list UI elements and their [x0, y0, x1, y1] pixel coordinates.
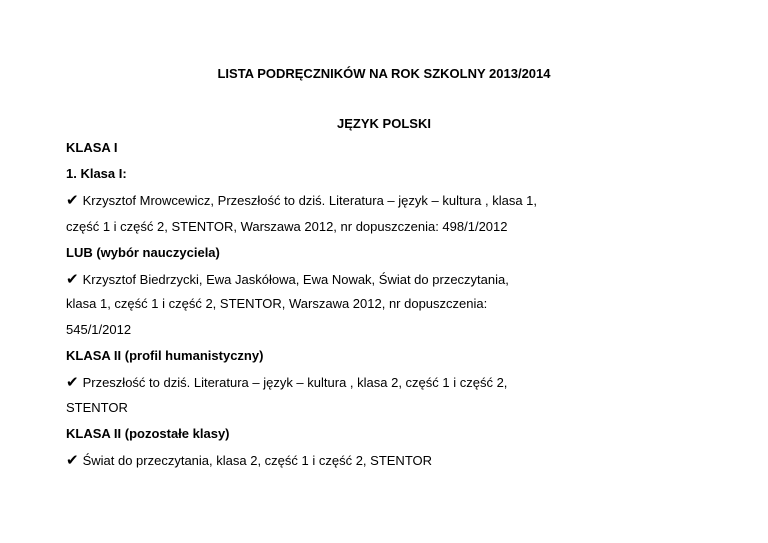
list-item [66, 374, 507, 391]
class-i-heading: KLASA I [66, 140, 118, 155]
class-ii-other-heading: KLASA II (pozostałe klasy) [66, 426, 230, 441]
list-item-text: Krzysztof Mrowcewicz, Przeszłość to dziś. Literatura – język – kultura , klasa 1, [82, 193, 538, 208]
list-item-text: Przeszłość to dziś. Literatura – język – kultura , klasa 2, część 1 i część 2, [82, 375, 508, 390]
checkmark-icon: ✔ [66, 451, 79, 469]
subject-heading: JĘZYK POLSKI [337, 116, 431, 131]
list-item-continuation: STENTOR [66, 400, 128, 415]
document-title: LISTA PODRĘCZNIKÓW NA ROK SZKOLNY 2013/2014 [217, 66, 551, 81]
list-item-text: Krzysztof Biedrzycki, Ewa Jaskółowa, Ewa Nowak, Świat do przeczytania, [82, 272, 509, 287]
list-item [66, 192, 537, 209]
list-item-text: Świat do przeczytania, klasa 2, część 1 i część 2, STENTOR [82, 453, 433, 468]
checkmark-icon: ✔ [66, 191, 79, 209]
list-item-continuation: część 1 i część 2, STENTOR, Warszawa 2012, nr dopuszczenia: 498/1/2012 [66, 219, 508, 234]
checkmark-icon: ✔ [66, 373, 79, 391]
class-i-subheading: 1. Klasa I: [66, 166, 127, 181]
class-ii-humanities-heading: KLASA II (profil humanistyczny) [66, 348, 264, 363]
list-item-continuation: klasa 1, część 1 i część 2, STENTOR, Warszawa 2012, nr dopuszczenia: [66, 296, 488, 311]
list-item-continuation: 545/1/2012 [66, 322, 132, 337]
list-item [66, 271, 509, 288]
alternative-heading: LUB (wybór nauczyciela) [66, 245, 220, 260]
checkmark-icon: ✔ [66, 270, 79, 288]
list-item [66, 452, 432, 469]
